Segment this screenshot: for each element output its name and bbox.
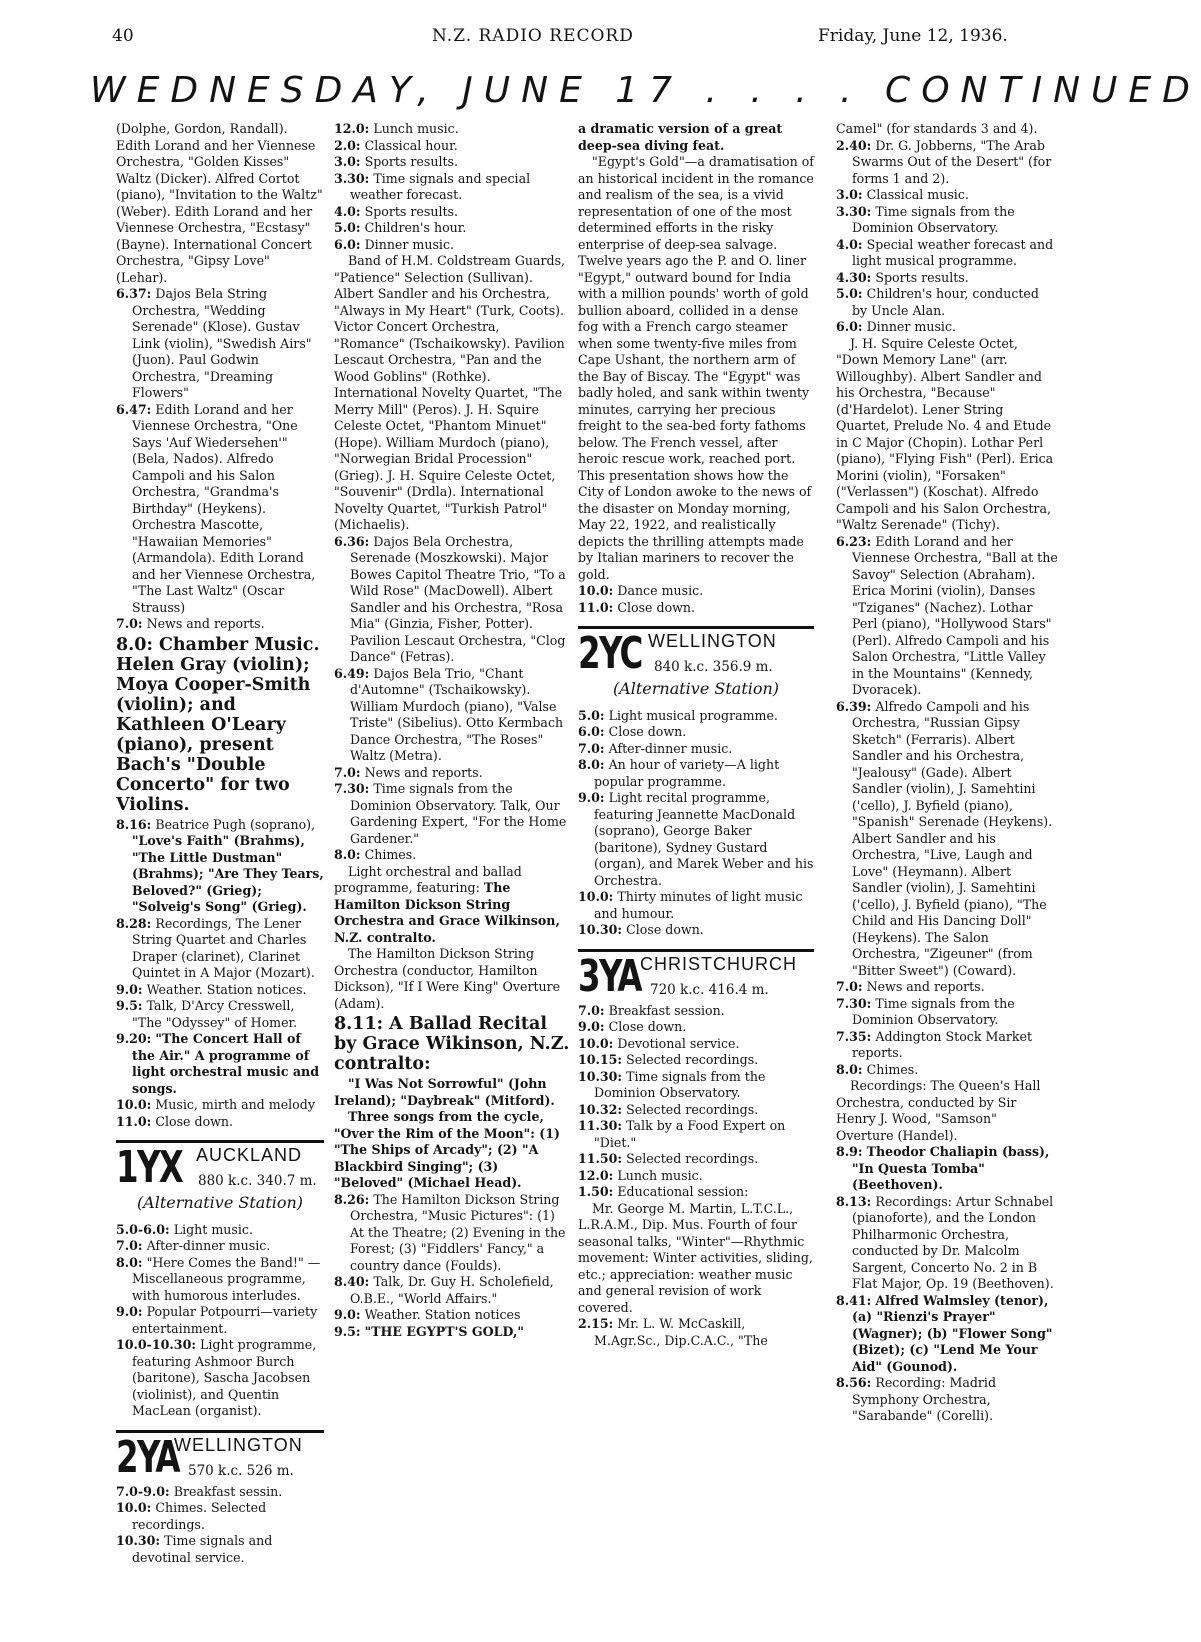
- programme-entry: 8.16: Beatrice Pugh (soprano), "Love's Faith" (Brahms), "The Little Dustman" (Brahms); "Are They Tears, Beloved?" (Grieg); "Solveig's Song" (Grieg).: [116, 816, 324, 914]
- programme-entry: 9.20: "The Concert Hall of the Air." A programme of light orchestral music and songs.: [116, 1031, 320, 1096]
- programme-entry: 6.36: Dajos Bela Orchestra, Serenade (Moszkowski). Major Bowes Capitol Theatre Trio, "To a Wild Rose" (MacDowell). Albert Sandler and his Orchestra, "Rosa Mia" (Ginzia, Fisher, Potter). Pavilion Lescaut Orchestra, "Clog Dance" (Fetras).: [334, 533, 566, 664]
- station-header-2yc: [578, 628, 814, 679]
- programme-entry: 3.30: Time signals and special weather forecast.: [334, 170, 531, 202]
- programme-entry: 10.0-10.30: Light programme, featuring Ashmoor Burch (baritone), Sascha Jacobsen (violinist), and Quentin MacLean (organist).: [116, 1337, 317, 1418]
- programme-entry: 9.0: Close down.: [578, 1019, 687, 1034]
- programme-entry: 7.0: News and reports.: [836, 979, 985, 994]
- column-1: [116, 121, 324, 1621]
- programme-entry: 6.39: Alfredo Campoli and his Orchestra, "Russian Gipsy Sketch" (Ferraris). Albert Sandler and his Orchestra, "Jealousy" (Gade). Albert Sandler (violin), J. Samehtini ('cello), J. Byfield (piano), "Spanish" Serenade (Heykens). Albert Sandler and his Orchestra, "Live, Laugh and Love" (Heymann). Albert Sandler (violin), J. Samehtini ('cello), J. Byfield (piano), "The Child and His Dancing Doll" (Heykens). The Salon Orchestra, "Zigeuner" (from "Bitter Sweet") (Coward).: [836, 698, 1053, 978]
- station-subtitle: (Alternative Station): [612, 679, 780, 698]
- programme-detail: The Hamilton Dickson String Orchestra (conductor, Hamilton Dickson), "If I Were King" Overture (Adam).: [334, 946, 561, 1011]
- programme-detail: Three songs from the cycle, "Over the Rim of the Moon": (1) "The Ships of Arcady"; (2) "A Blackbird Singing"; (3) "Beloved" (Michael Head).: [334, 1109, 560, 1190]
- programme-entry: 9.0: Weather. Station notices: [334, 1307, 521, 1322]
- programme-entry: 8.56: Recording: Madrid Symphony Orchestra, "Sarabande" (Corelli).: [836, 1375, 997, 1423]
- station-callsign: 2YC: [578, 628, 642, 679]
- programme-entry: 8.9: Theodor Chaliapin (bass), "In Questa Tomba" (Beethoven).: [836, 1144, 1050, 1192]
- programme-entry: 9.0: Weather. Station notices.: [116, 981, 307, 997]
- station-frequency: 720 k.c. 416.4 m.: [650, 981, 769, 998]
- programme-entry: 6.0: Dinner music.: [836, 319, 957, 334]
- programme-entry: 5.0-6.0: Light music.: [116, 1221, 253, 1237]
- feature-heading: 8.11: A Ballad Recital by Grace Wikinson, N.Z. contralto:: [334, 1014, 570, 1074]
- programme-entry: 10.30: Time signals from the Dominion Observatory.: [578, 1068, 766, 1100]
- programme-entry: 1.50: Educational session:: [578, 1184, 749, 1199]
- programme-entry: 2.40: Dr. G. Jobberns, "The Arab Swarms Out of the Desert" (for forms 1 and 2).: [836, 137, 1052, 186]
- programme-detail: "I Was Not Sorrowful" (John Ireland); "Daybreak" (Mitford).: [334, 1076, 555, 1108]
- page-number: 40: [112, 26, 134, 46]
- programme-entry: 5.0: Children's hour, conducted by Uncle Alan.: [836, 286, 1039, 318]
- programme-entry: 7.0: News and reports.: [116, 616, 265, 631]
- programme-entry: 7.0: News and reports.: [334, 764, 483, 780]
- page-header: [0, 26, 1114, 52]
- station-header-2ya: [116, 1431, 324, 1483]
- programme-detail: Recordings: The Queen's Hall Orchestra, conducted by Sir Henry J. Wood, "Samson" Overture (Handel).: [836, 1078, 1041, 1143]
- station-frequency: 840 k.c. 356.9 m.: [654, 659, 773, 675]
- programme-detail: Light orchestral and ballad programme, featuring: The Hamilton Dickson String Orchestra and Grace Wilkinson, N.Z. contralto.: [334, 863, 560, 945]
- programme-entry: 4.30: Sports results.: [836, 269, 969, 285]
- programme-entry: 8.0: An hour of variety—A light popular programme.: [578, 757, 780, 789]
- column-3: [578, 121, 814, 1621]
- programme-detail: Camel" (for standards 3 and 4).: [836, 121, 1038, 136]
- programme-entry: 3.0: Sports results.: [334, 154, 458, 169]
- programme-entry: 6.23: Edith Lorand and her Viennese Orchestra, "Ball at the Savoy" Selection (Abraham). Erica Morini (violin), Danses "Tziganes" (Nachez). Lothar Perl (piano), "Hollywood Stars" (Perl). Alfredo Campoli and his Salon Orchestra, "Little Valley in the Mountains" (Kennedy, Dvoracek).: [836, 533, 1058, 697]
- station-callsign: 2YA: [116, 1431, 179, 1483]
- programme-entry: 11.0: Close down.: [116, 1113, 234, 1129]
- programme-entry: 4.0: Sports results.: [334, 203, 458, 219]
- programme-detail: Band of H.M. Coldstream Guards, "Patience" Selection (Sullivan). Albert Sandler and his Orchestra, "Always in My Heart" (Turk, Coots). Victor Concert Orchestra, "Romance" (Tschaikowsky). Pavilion Lescaut Orchestra, "Pan and the Wood Goblins" (Rothke). International Novelty Quartet, "The Merry Mill" (Peros). J. H. Squire Celeste Octet, "Phantom Minuet" (Hope). William Murdoch (piano), "Norwegian Bridal Procession" (Grieg). J. H. Squire Celeste Octet, "Souvenir" (Drdla). International Novelty Quartet, "Turkish Patrol" (Michaelis).: [334, 253, 566, 532]
- programme-entry: 7.30: Time signals from the Dominion Observatory.: [836, 995, 1015, 1027]
- publication-name: N.Z. RADIO RECORD: [432, 26, 634, 46]
- programme-detail: J. H. Squire Celeste Octet, "Down Memory Lane" (arr. Willoughby). Albert Sandler and his Orchestra, "Because" (d'Hardelot). Lener String Quartet, Prelude No. 4 and Etude in C Major (Chopin). Lothar Perl (piano), "Flying Fish" (Perl). Erica Morini (violin), "Forsaken" ("Verlassen") (Koschat). Alfredo Campoli and his Salon Orchestra, "Waltz Serenade" (Tichy).: [836, 335, 1054, 532]
- programme-entry: 11.0: Close down.: [578, 599, 696, 615]
- feature-heading: 8.0: Chamber Music. Helen Gray (violin); Moya Cooper-Smith (violin); and Kathleen O'Leary (piano), present Bach's "Double Concerto" for two Violins.: [116, 634, 320, 815]
- station-subtitle: (Alternative Station): [136, 1193, 304, 1212]
- programme-entry: (Dolphe, Gordon, Randall). Edith Lorand and her Viennese Orchestra, "Golden Kisses" Waltz (Dicker). Alfred Cortot (piano), "Invitation to the Waltz" (Weber). Edith Lorand and her Viennese Orchestra, "Ecstasy" (Bayne). International Concert Orchestra, "Gipsy Love" (Lehar).: [116, 121, 323, 285]
- station-header-1yx: [116, 1142, 324, 1193]
- programme-entry: 6.49: Dajos Bela Trio, "Chant d'Automne" (Tschaikowsky). William Murdoch (piano), "Valse Triste" (Sibelius). Otto Kermbach Dance Orchestra, "The Roses" Waltz (Metra).: [334, 665, 564, 763]
- station-callsign: 3YA: [578, 950, 641, 1002]
- programme-entry: 11.50: Selected recordings.: [578, 1151, 759, 1166]
- programme-entry: 9.0: Popular Potpourri—variety entertainment.: [116, 1304, 318, 1336]
- programme-entry: 3.30: Time signals from the Dominion Observatory.: [836, 203, 1015, 235]
- programme-entry: 5.0: Light musical programme.: [578, 707, 778, 723]
- programme-entry: 6.0: Close down.: [578, 724, 687, 739]
- column-4: [836, 121, 1058, 1621]
- programme-entry: 8.28: Recordings, The Lener String Quartet and Charles Draper (clarinet), Clarinet Quintet in A Major (Mozart).: [116, 915, 315, 980]
- programme-entry: 7.0-9.0: Breakfast sessin.: [116, 1483, 283, 1499]
- programme-entry: 4.0: Special weather forecast and light musical programme.: [836, 236, 1054, 268]
- programme-entry: 6.47: Edith Lorand and her Viennese Orchestra, "One Says 'Auf Wiedersehen'" (Bela, Nados). Alfredo Campoli and his Salon Orchestra, "Grandma's Birthday" (Heykens). Orchestra Mascotte, "Hawaiian Memories" (Armandola). Edith Lorand and her Viennese Orchestra, "The Last Waltz" (Oscar Strauss): [116, 401, 316, 615]
- station-frequency: 570 k.c. 526 m.: [188, 1462, 294, 1479]
- programme-entry: 10.0: Thirty minutes of light music and humour.: [578, 889, 803, 921]
- station-city: WELLINGTON: [648, 631, 777, 651]
- station-header-3ya: [578, 950, 814, 1002]
- programme-entry: 7.0: After-dinner music.: [116, 1238, 271, 1253]
- programme-entry: 2.15: Mr. L. W. McCaskill, M.Agr.Sc., Dip.C.A.C., "The: [578, 1316, 768, 1348]
- programme-entry: 7.0: Breakfast session.: [578, 1002, 725, 1018]
- programme-entry: 8.0: Chimes.: [334, 847, 417, 862]
- programme-entry: 10.0: Dance music.: [578, 583, 704, 598]
- station-city: WELLINGTON: [174, 1434, 303, 1455]
- page-title: WEDNESDAY, JUNE 17 . . . . CONTINUED: [90, 70, 1201, 111]
- programme-entry: 6.37: Dajos Bela String Orchestra, "Wedding Serenade" (Klose). Gustav Link (violin), "Swedish Airs" (Juon). Paul Godwin Orchestra, "Dreaming Flowers": [116, 286, 312, 400]
- programme-entry: 8.13: Recordings: Artur Schnabel (pianoforte), and the London Philharmonic Orchestra, conducted by Dr. Malcolm Sargent, Concerto No. 2 in B Flat Major, Op. 19 (Beethoven).: [836, 1193, 1054, 1291]
- programme-detail: Mr. George M. Martin, L.T.C.L., L.R.A.M., Dip. Mus. Fourth of four seasonal talks, "Winter"—Rhythmic movement: Winter activities, sliding, etc.; appreciation: weather music and general revision of work covered.: [578, 1200, 813, 1315]
- programme-entry: 10.30: Time signals and devotinal service.: [116, 1533, 273, 1565]
- programme-entry: 9.5: "THE EGYPT'S GOLD,": [334, 1323, 524, 1339]
- programme-entry: 10.0: Chimes. Selected recordings.: [116, 1500, 267, 1532]
- programme-entry: 8.41: Alfred Walmsley (tenor), (a) "Rienzi's Prayer" (Wagner); (b) "Flower Song" (Bizet); (c) "Lend Me Your Aid" (Gounod).: [836, 1292, 1053, 1374]
- programme-entry: 12.0: Lunch music.: [334, 121, 459, 136]
- programme-entry: 9.0: Light recital programme, featuring Jeannette MacDonald (soprano), George Baker (baritone), Sydney Gustard (organ), and Marek Weber and his Orchestra.: [578, 790, 814, 888]
- programme-entry: 7.0: After-dinner music.: [578, 740, 733, 756]
- station-city: CHRISTCHURCH: [640, 953, 797, 974]
- programme-entry: 10.0: Music, mirth and melody: [116, 1097, 315, 1112]
- programme-entry: 6.0: Dinner music.: [334, 236, 455, 252]
- issue-date: Friday, June 12, 1936.: [818, 26, 1008, 46]
- programme-entry: 8.0: Chimes.: [836, 1061, 919, 1077]
- programme-entry: 12.0: Lunch music.: [578, 1167, 703, 1183]
- programme-entry: 5.0: Children's hour.: [334, 220, 467, 235]
- programme-entry: 10.30: Close down.: [578, 922, 704, 937]
- programme-entry: 8.26: The Hamilton Dickson String Orchestra, "Music Pictures": (1) At the Theatre; (2) Evening in the Forest; (3) "Fiddlers' Fancy," a country dance (Foulds).: [334, 1191, 566, 1273]
- station-city: AUCKLAND: [196, 1145, 303, 1165]
- programme-detail: a dramatic version of a great deep-sea diving feat.: [578, 121, 783, 153]
- programme-entry: 8.40: Talk, Dr. Guy H. Scholefield, O.B.E., "World Affairs.": [334, 1274, 554, 1306]
- station-frequency: 880 k.c. 340.7 m.: [198, 1173, 317, 1189]
- programme-entry: 10.0: Devotional service.: [578, 1035, 740, 1051]
- programme-entry: 7.30: Time signals from the Dominion Observatory. Talk, Our Gardening Expert, "For the Home Gardener.": [334, 781, 567, 846]
- programme-entry: 8.0: "Here Comes the Band!" —Miscellaneous programme, with humorous interludes.: [116, 1254, 321, 1303]
- programme-entry: 3.0: Classical music.: [836, 187, 969, 202]
- programme-entry: 7.35: Addington Stock Market reports.: [836, 1028, 1033, 1060]
- programme-entry: 2.0: Classical hour.: [334, 137, 458, 153]
- programme-entry: 11.30: Talk by a Food Expert on "Diet.": [578, 1118, 786, 1150]
- column-2: [334, 121, 570, 1621]
- programme-entry: 10.15: Selected recordings.: [578, 1052, 759, 1067]
- programme-entry: 10.32: Selected recordings.: [578, 1101, 759, 1117]
- station-callsign: 1YX: [116, 1142, 183, 1193]
- programme-entry: 9.5: Talk, D'Arcy Cresswell, "The "Odyssey" of Homer.: [116, 998, 298, 1030]
- programme-detail: "Egypt's Gold"—a dramatisation of an historical incident in the romance and realism of the sea, is a vivid representation of one of the most determined efforts in the risky enterprise of deep-sea salvage. Twelve years ago the P. and O. liner "Egypt," outward bound for India with a million pounds' worth of gold bullion aboard, collided in a dense fog with a French cargo steamer when some twenty-five miles from Cape Ushant, the northern arm of the Bay of Biscay. The "Egypt" was badly holed, and sank within twenty minutes, carrying her precious freight to the sea-bed forty fathoms below. The French vessel, after heroic rescue work, reached port. This presentation shows how the City of London awoke to the news of the disaster on Monday morning, May 22, 1922, and realistically depicts the thrilling attempts made by Italian mariners to recover the gold.: [578, 154, 814, 582]
